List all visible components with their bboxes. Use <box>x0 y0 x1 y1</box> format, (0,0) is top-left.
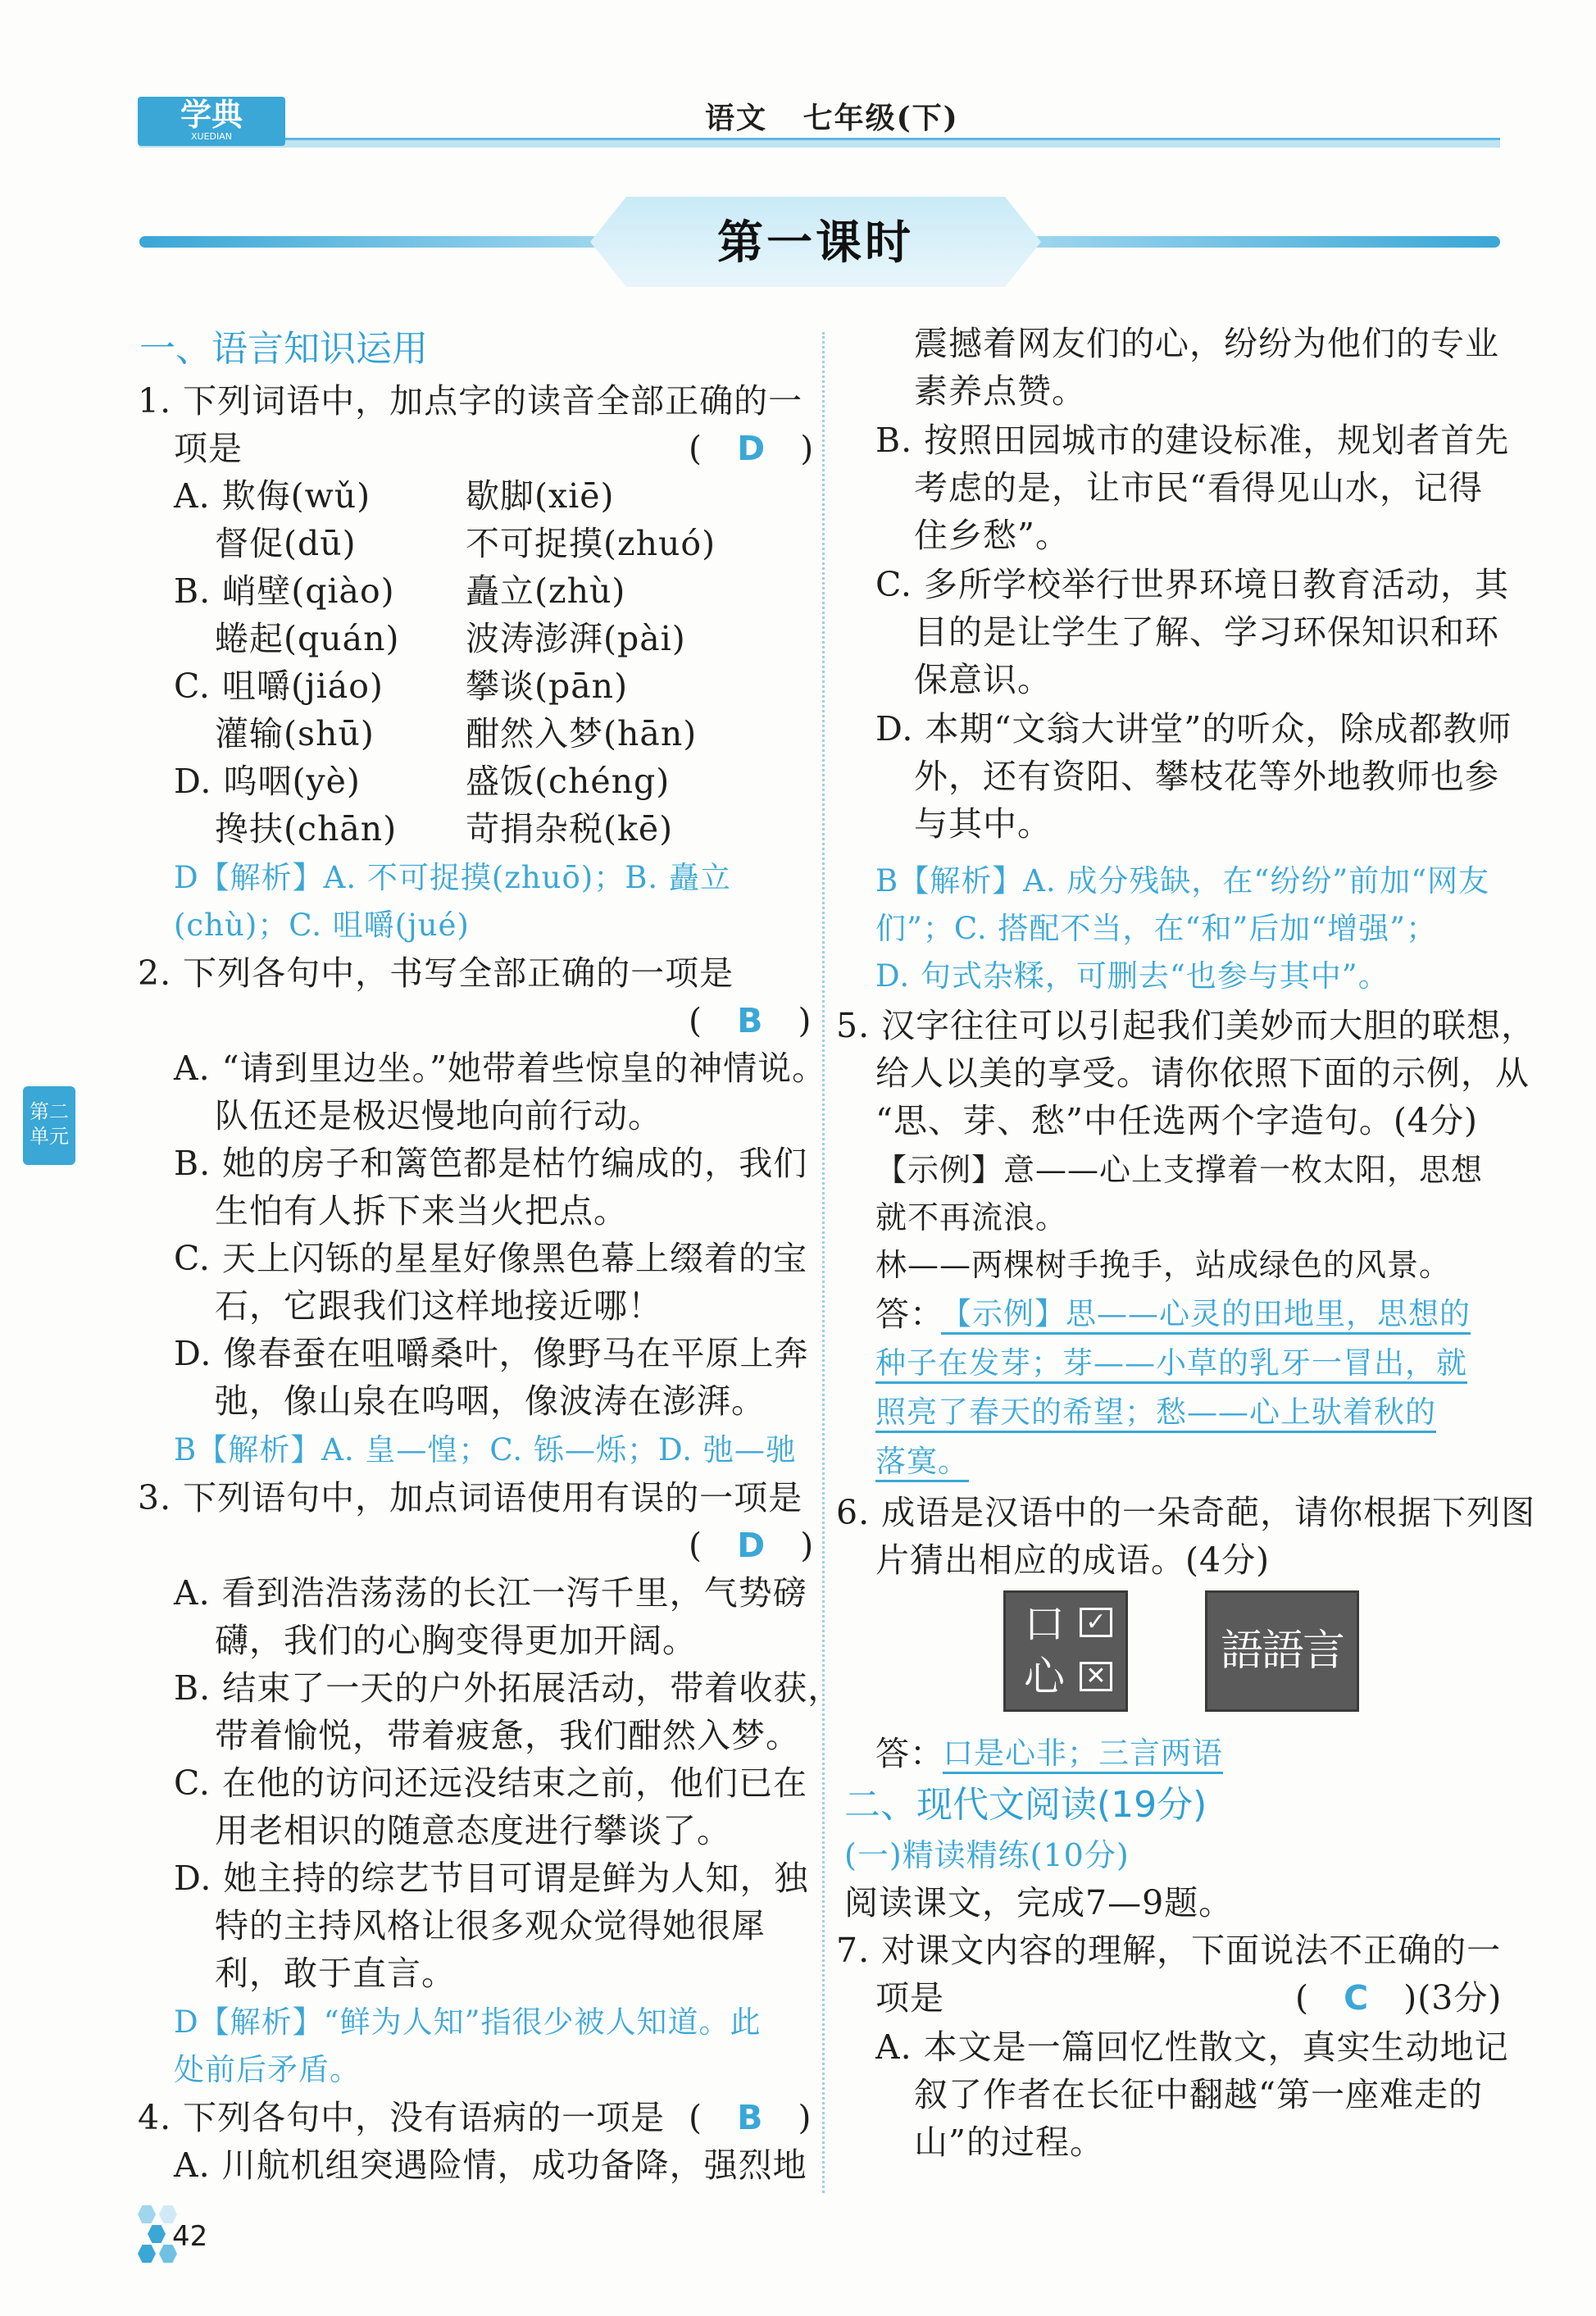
q3-opt-c1: C. 在他的访问还远没结束之前，他们已在 <box>174 1763 807 1803</box>
idiom-image-1-top: 口 <box>1024 1600 1065 1648</box>
q4-opt-b3: 住乡愁”。 <box>914 516 1070 555</box>
q6-line2: 片猜出相应的成语。(4分) <box>875 1540 1271 1580</box>
q1-opt-d2b: 苛捐杂税(kē) <box>466 809 674 849</box>
q1-opt-c2: 灌输(shū) <box>215 714 375 753</box>
check-box-icon: ✓ <box>1080 1608 1112 1637</box>
q3-opt-d3: 利，敢于直言。 <box>215 1954 456 1993</box>
q2-answer: ( B ) <box>689 1001 812 1040</box>
title-rule-right <box>1025 236 1500 248</box>
q1-line2: 项是 <box>174 429 243 468</box>
q2-analysis: B【解析】A. 皇—惶；C. 铄—烁；D. 弛—驰 <box>174 1432 797 1467</box>
column-divider <box>822 332 825 2193</box>
q7-answer: ( C )(3分) <box>1295 1978 1503 2018</box>
q1-analysis-1: D【解析】A. 不可捉摸(zhuō)；B. 矗立 <box>174 860 731 895</box>
subsection-title: (一)精读精练(10分) <box>844 1837 1130 1873</box>
q5-answer-line3: 照亮了春天的希望；愁——心上驮着秋的 <box>875 1395 1436 1430</box>
q4-opt-d2: 外，还有资阳、攀枝花等外地教师也参 <box>914 757 1499 796</box>
q6-answer: 口是心非；三言两语 <box>943 1736 1223 1771</box>
q1-analysis-2: (chù)；C. 咀嚼(jué) <box>174 908 470 943</box>
q3-opt-c2: 用老相识的随意态度进行攀谈了。 <box>215 1811 731 1850</box>
q1-opt-d1: D. 呜咽(yè) <box>174 762 361 801</box>
q3-opt-d1: D. 她主持的综艺节目可谓是鲜为人知，独 <box>174 1859 809 1898</box>
q2-opt-c1: C. 天上闪铄的星星好像黑色幕上缀着的宝 <box>174 1239 807 1278</box>
q4-opt-b1: B. 按照田园城市的建设标准，规划者首先 <box>875 421 1510 460</box>
logo-sub: XUEDIAN <box>190 131 232 142</box>
q1-opt-a1: A. 欺侮(wǔ) <box>174 476 371 516</box>
side-tab-line2: 单元 <box>30 1125 69 1148</box>
subject-label: 语文 七年级(下) <box>705 101 959 135</box>
reading-instruction: 阅读课文，完成7—9题。 <box>844 1883 1234 1922</box>
q2-opt-a2: 队伍还是极迟慢地向前行动。 <box>215 1096 662 1135</box>
idiom-image-2 <box>1205 1590 1359 1712</box>
q1-line1: 1. 下列词语中，加点字的读音全部正确的一 <box>138 381 803 421</box>
q2-opt-a1: A. “请到里边坐。”她带着些惊皇的神情说。 <box>174 1049 827 1088</box>
header-bar <box>139 139 1500 148</box>
logo-text: 学典 <box>180 96 243 133</box>
section-title-1: 一、语言知识运用 <box>139 328 428 370</box>
q7-line1: 7. 对课文内容的理解，下面说法不正确的一 <box>836 1931 1502 1970</box>
q6-line1: 6. 成语是汉语中的一朵奇葩，请你根据下列图 <box>836 1493 1536 1532</box>
q5-line2: 给人以美的享受。请你依照下面的示例，从 <box>875 1053 1530 1093</box>
q4-opt-c1: C. 多所学校举行世界环境日教育活动，其 <box>875 565 1509 604</box>
q4-analysis-1: B【解析】A. 成分残缺，在“纷纷”前加“网友 <box>875 863 1490 899</box>
q5-example3: 林——两棵树手挽手，站成绿色的风景。 <box>875 1247 1452 1283</box>
title-rule-left <box>139 236 607 248</box>
cross-box-icon: ✕ <box>1080 1662 1112 1691</box>
q4-answer-value: B <box>737 2098 764 2137</box>
q1-opt-c1b: 攀谈(pān) <box>466 667 629 706</box>
q4-opt-a3: 素养点赞。 <box>914 371 1086 411</box>
q5-example1: 【示例】意——心上支撑着一枚太阳，思想 <box>875 1152 1484 1188</box>
q4-opt-d3: 与其中。 <box>914 804 1052 844</box>
q1-opt-a2b: 不可捉摸(zhuó) <box>466 524 716 563</box>
q4-opt-b2: 考虑的是，让市民“看得见山水，记得 <box>914 468 1483 507</box>
q6-answer-prefix: 答： <box>875 1734 944 1773</box>
q4-line1: 4. 下列各句中，没有语病的一项是 <box>138 2098 666 2137</box>
q3-line1: 3. 下列语句中，加点词语使用有误的一项是 <box>138 1478 803 1517</box>
q2-opt-d1: D. 像春蚕在咀嚼桑叶，像野马在平原上奔 <box>174 1334 809 1373</box>
q3-opt-b1: B. 结束了一天的户外拓展活动，带着收获， <box>174 1668 843 1708</box>
q3-opt-d2: 特的主持风格让很多观众觉得她很犀 <box>215 1906 766 1945</box>
q7-opt-a2: 叙了作者在长征中翻越“第一座难走的 <box>914 2075 1483 2114</box>
q1-opt-d1b: 盛饭(chéng) <box>466 762 671 801</box>
q4-opt-c3: 保意识。 <box>914 660 1052 699</box>
unit-side-tab <box>23 1086 75 1165</box>
q3-opt-a1: A. 看到浩浩荡荡的长江一泻千里，气势磅 <box>174 1573 807 1613</box>
q2-opt-d2: 弛，像山泉在呜咽，像波涛在澎湃。 <box>215 1381 766 1421</box>
q1-opt-a2: 督促(dū) <box>215 524 357 563</box>
idiom-image-1 <box>1003 1590 1128 1712</box>
q7-line2: 项是 <box>875 1978 944 2018</box>
q1-opt-c1: C. 咀嚼(jiáo) <box>174 667 384 706</box>
q7-opt-a1: A. 本文是一篇回忆性散文，真实生动地记 <box>875 2027 1509 2067</box>
q4-analysis-3: D. 句式杂糅，可删去“也参与其中”。 <box>875 958 1389 994</box>
section-title-2: 二、现代文阅读(19分) <box>844 1784 1207 1826</box>
logo <box>138 97 285 146</box>
q2-line1: 2. 下列各句中，书写全部正确的一项是 <box>138 953 734 993</box>
q4-analysis-2: 们”；C. 搭配不当，在“和”后加“增强”； <box>875 911 1438 946</box>
q3-analysis-2: 处前后矛盾。 <box>174 2052 361 2087</box>
side-tab-line1: 第二 <box>30 1100 69 1123</box>
q2-answer-value: B <box>737 1001 764 1040</box>
header-bar-line <box>271 138 1500 140</box>
q2-opt-b1: B. 她的房子和篱笆都是枯竹编成的，我们 <box>174 1144 808 1183</box>
q5-answer-line4: 落寞。 <box>875 1444 969 1479</box>
q1-answer: ( D ) <box>689 429 815 468</box>
q5-example2: 就不再流浪。 <box>875 1199 1068 1235</box>
q3-opt-b2: 带着愉悦，带着疲惫，我们酣然入梦。 <box>215 1716 800 1755</box>
idiom-image-1-bottom: 心 <box>1024 1653 1065 1700</box>
q4-opt-d1: D. 本期“文翁大讲堂”的听众，除成都教师 <box>875 709 1512 748</box>
q2-opt-c2: 石，它跟我们这样地接近哪！ <box>215 1286 662 1326</box>
q5-line3: “思、芽、愁”中任选两个字造句。(4分) <box>875 1101 1478 1140</box>
q4-answer: ( B ) <box>689 2098 812 2137</box>
q3-opt-a2: 礴，我们的心胸变得更加开阔。 <box>215 1621 697 1660</box>
q7-opt-a3: 山”的过程。 <box>914 2123 1104 2162</box>
q3-analysis-1: D【解析】“鲜为人知”指很少被人知道。此 <box>174 2004 762 2040</box>
q3-answer: ( D ) <box>689 1526 815 1565</box>
q1-opt-d2: 搀扶(chān) <box>215 809 398 849</box>
q5-answer-line1: 【示例】思——心灵的田地里，思想的 <box>941 1296 1471 1331</box>
q1-opt-c2b: 酣然入梦(hān) <box>466 714 698 753</box>
idiom-image-2-text: 語語言 <box>1220 1627 1344 1676</box>
q1-opt-b1b: 矗立(zhù) <box>466 571 626 611</box>
page-number: 42 <box>172 2220 208 2253</box>
q5-answer-line2: 种子在发芽；芽——小草的乳牙一冒出，就 <box>875 1345 1467 1381</box>
q2-opt-b2: 生怕有人拆下来当火把点。 <box>215 1191 628 1231</box>
q1-opt-a1b: 歇脚(xiē) <box>466 476 615 516</box>
q5-answer-prefix: 答： <box>875 1295 944 1334</box>
q7-score: (3分) <box>1417 1978 1503 2018</box>
lesson-title: 第一课时 <box>717 216 914 270</box>
q7-answer-value: C <box>1344 1978 1370 2018</box>
q1-opt-b1: B. 峭壁(qiào) <box>174 571 395 611</box>
q1-answer-value: D <box>737 429 766 468</box>
q4-opt-a2: 震撼着网友们的心，纷纷为他们的专业 <box>914 324 1499 363</box>
q4-opt-c2: 目的是让学生了解、学习环保知识和环 <box>914 612 1499 652</box>
q5-line1: 5. 汉字往往可以引起我们美妙而大胆的联想， <box>836 1006 1536 1045</box>
q3-answer-value: D <box>737 1526 766 1565</box>
q4-opt-a1: A. 川航机组突遇险情，成功备降，强烈地 <box>174 2145 807 2185</box>
q1-opt-b2b: 波涛澎湃(pài) <box>466 619 686 658</box>
q1-opt-b2: 蜷起(quán) <box>215 619 400 658</box>
